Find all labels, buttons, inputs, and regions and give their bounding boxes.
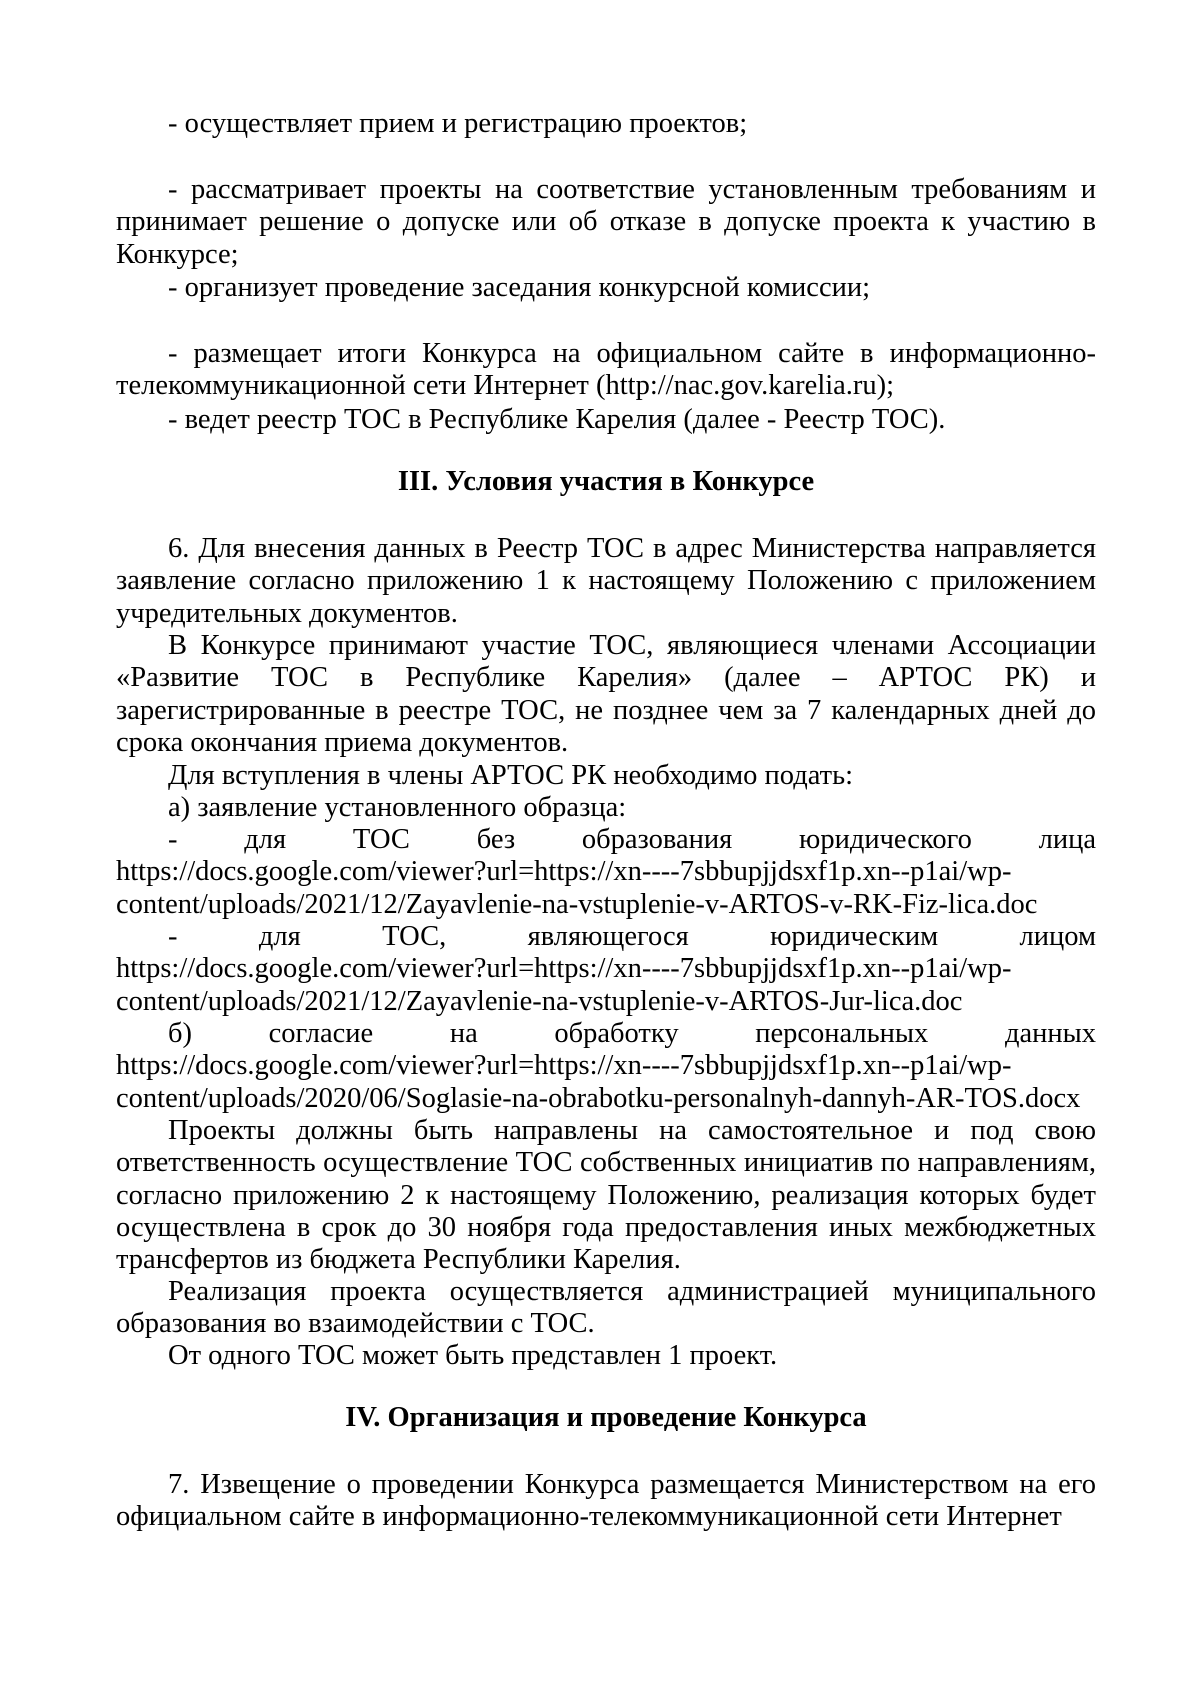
paragraph-projects: Проекты должны быть направлены на самостоятельное и под свою ответственность осуществление ТОС собственных инициатив по направлениям, согласно приложению 2 к настоящему Положению, реализация которых будет осуществлена в срок до 30 ноября года предоставления иных межбюджетных трансфертов из бюджета Республики Карелия. — [116, 1115, 1096, 1276]
item-a1-link-line2[interactable]: content/uploads/2021/12/Zayavlenie-na-vstuplenie-v-ARTOS-v-RK-Fiz-lica.doc — [116, 888, 1038, 920]
item-a2-link-line1[interactable]: https://docs.google.com/viewer?url=https://xn----7sbbupjjdsxf1p.xn--p1ai/wp- — [116, 953, 1012, 985]
item-a1-label: - для ТОС без образования юридического лица — [168, 824, 1096, 855]
item-results: - размещает итоги Конкурса на официальном сайте в информационно-телекоммуникационной сети Интернет (http://nac.gov.karelia.ru); — [116, 338, 1096, 402]
paragraph-7: 7. Извещение о проведении Конкурса размещается Министерством на его официальном сайте в информационно-телекоммуникационной сети Интернет — [116, 1469, 1096, 1533]
item-b-link-line2[interactable]: content/uploads/2020/06/Soglasie-na-obrabotku-personalnyh-dannyh-AR-TOS.docx — [116, 1082, 1081, 1114]
item-b-label: б) согласие на обработку персональных данных — [168, 1018, 1096, 1049]
item-a2-link-line2[interactable]: content/uploads/2021/12/Zayavlenie-na-vstuplenie-v-ARTOS-Jur-lica.doc — [116, 985, 963, 1017]
item-b-link-line1[interactable]: https://docs.google.com/viewer?url=https://xn----7sbbupjjdsxf1p.xn--p1ai/wp- — [116, 1050, 1012, 1082]
item-a2 — [116, 921, 1096, 1018]
paragraph-item-a: а) заявление установленного образца: — [168, 792, 627, 823]
item-registry: - ведет реестр ТОС в Республике Карелия (далее - Реестр ТОС). — [168, 404, 946, 435]
item-a1 — [116, 824, 1096, 921]
item-a2-label: - для ТОС, являющегося юридическим лицом — [168, 921, 1096, 952]
item-meeting: - организует проведение заседания конкурсной комиссии; — [168, 272, 871, 303]
section-3-heading: III. Условия участия в Конкурсе — [397, 466, 815, 497]
paragraph-6: 6. Для внесения данных в Реестр ТОС в адрес Министерства направляется заявление согласно приложению 1 к настоящему Положению с приложением учредительных документов. — [116, 533, 1096, 629]
item-reception: - осуществляет прием и регистрацию проектов; — [168, 108, 748, 139]
paragraph-one-project: От одного ТОС может быть представлен 1 проект. — [168, 1340, 778, 1371]
item-a1-link-line1[interactable]: https://docs.google.com/viewer?url=https://xn----7sbbupjjdsxf1p.xn--p1ai/wp- — [116, 856, 1012, 888]
item-review: - рассматривает проекты на соответствие установленным требованиям и принимает решение о допуске или об отказе в допуске проекта к участию в Конкурсе; — [116, 174, 1096, 270]
paragraph-membership: Для вступления в члены АРТОС РК необходимо подать: — [168, 760, 853, 791]
item-b — [116, 1018, 1096, 1115]
paragraph-participants: В Конкурсе принимают участие ТОС, являющиеся членами Ассоциации «Развитие ТОС в Республике Карелия» (далее – АРТОС РК) и зарегистрированные в реестре ТОС, не позднее чем за 7 календарных дней до срока окончания приема документов. — [116, 630, 1096, 758]
section-4-heading: IV. Организация и проведение Конкурса — [345, 1402, 867, 1433]
paragraph-implementation: Реализация проекта осуществляется администрацией муниципального образования во взаимодействии с ТОС. — [116, 1276, 1096, 1340]
